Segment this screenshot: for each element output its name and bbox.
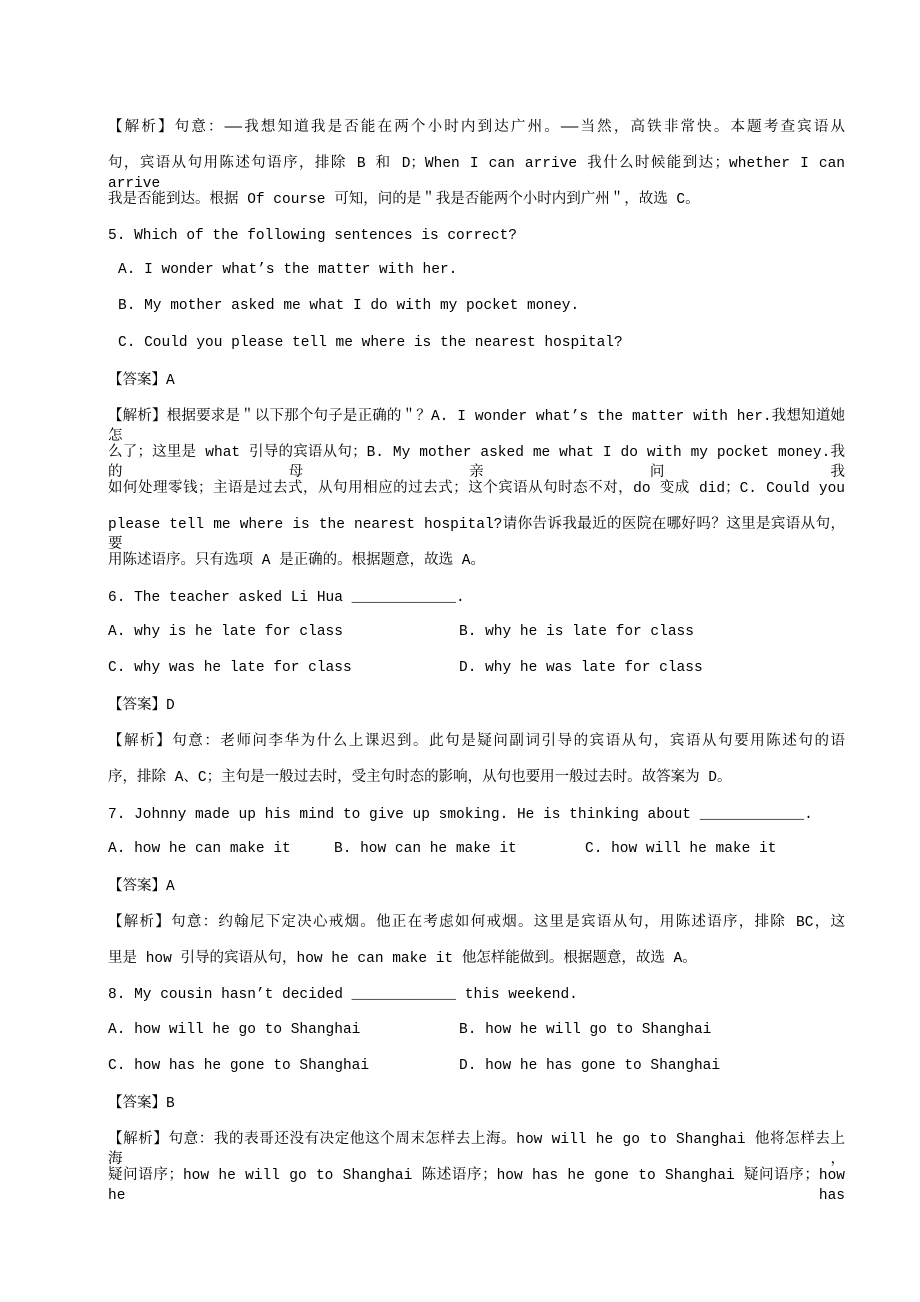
answer-q7: 【答案】A: [108, 879, 175, 895]
q6-option-b: B. why he is late for class: [459, 624, 694, 640]
answer-q8: 【答案】B: [108, 1096, 175, 1112]
q6-option-d: D. why he was late for class: [459, 660, 703, 676]
question-5: 5. Which of the following sentences is correct?: [108, 228, 517, 244]
q7-option-b: B. how can he make it: [334, 841, 517, 857]
analysis-q5-line4: please tell me where is the nearest hospital?请你告诉我最近的医院在哪好吗？这里是宾语从句，要: [108, 517, 845, 553]
q6-option-c: C. why was he late for class: [108, 660, 352, 676]
analysis-q5-line1: 【解析】根据要求是＂以下那个句子是正确的＂？A. I wonder what’s the matter with her.我想知道她怎: [108, 409, 845, 445]
analysis-q4-line2: 句，宾语从句用陈述句语序，排除 B 和 D；When I can arrive 我什么时候能到达；whether I can arrive: [108, 156, 845, 192]
q7-option-a: A. how he can make it: [108, 841, 291, 857]
question-6: 6. The teacher asked Li Hua ____________.: [108, 590, 465, 606]
analysis-q7-line1: 【解析】句意：约翰尼下定决心戒烟。他正在考虑如何戒烟。这里是宾语从句，用陈述语序，排除 BC，这: [108, 915, 845, 931]
q8-option-b: B. how he will go to Shanghai: [459, 1022, 712, 1038]
analysis-q6-line1: 【解析】句意：老师问李华为什么上课迟到。此句是疑问副词引导的宾语从句，宾语从句要用陈述句的语: [108, 734, 845, 750]
q5-option-b: B. My mother asked me what I do with my pocket money.: [118, 298, 580, 314]
analysis-q4-line3: 我是否能到达。根据 Of course 可知，问的是＂我是否能两个小时内到广州＂，故选 C。: [108, 192, 700, 208]
q5-option-c: C. Could you please tell me where is the nearest hospital?: [118, 335, 623, 351]
q8-option-d: D. how he has gone to Shanghai: [459, 1058, 721, 1074]
analysis-q5-line2: 么了；这里是 what 引导的宾语从句；B. My mother asked me what I do with my pocket money.我的母亲问我: [108, 445, 845, 481]
analysis-q4-line1: 【解析】句意：——我想知道我是否能在两个小时内到达广州。——当然，高铁非常快。本题考查宾语从: [108, 120, 845, 136]
analysis-q7-line2: 里是 how 引导的宾语从句，how he can make it 他怎样能做到。根据题意，故选 A。: [108, 951, 697, 967]
q8-option-c: C. how has he gone to Shanghai: [108, 1058, 370, 1074]
q5-option-a: A. I wonder what’s the matter with her.: [118, 262, 458, 278]
answer-q5: 【答案】A: [108, 373, 175, 389]
q7-option-c: C. how will he make it: [585, 841, 777, 857]
q6-option-a: A. why is he late for class: [108, 624, 343, 640]
analysis-q8-line1: 【解析】句意：我的表哥还没有决定他这个周末怎样去上海。how will he go to Shanghai 他将怎样去上海，: [108, 1132, 845, 1168]
analysis-q8-line2: 疑问语序；how he will go to Shanghai 陈述语序；how has he gone to Shanghai 疑问语序；how he has: [108, 1168, 845, 1204]
analysis-q5-line3: 如何处理零钱；主语是过去式，从句用相应的过去式；这个宾语从句时态不对，do 变成 did；C. Could you: [108, 481, 845, 497]
question-8: 8. My cousin hasn’t decided ____________ this weekend.: [108, 987, 578, 1003]
analysis-q5-line5: 用陈述语序。只有选项 A 是正确的。根据题意，故选 A。: [108, 553, 486, 569]
q8-option-a: A. how will he go to Shanghai: [108, 1022, 361, 1038]
question-7: 7. Johnny made up his mind to give up smoking. He is thinking about ____________.: [108, 807, 813, 823]
analysis-q6-line2: 序，排除 A、C；主句是一般过去时，受主句时态的影响，从句也要用一般过去时。故答案为 D。: [108, 770, 732, 786]
answer-q6: 【答案】D: [108, 698, 175, 714]
